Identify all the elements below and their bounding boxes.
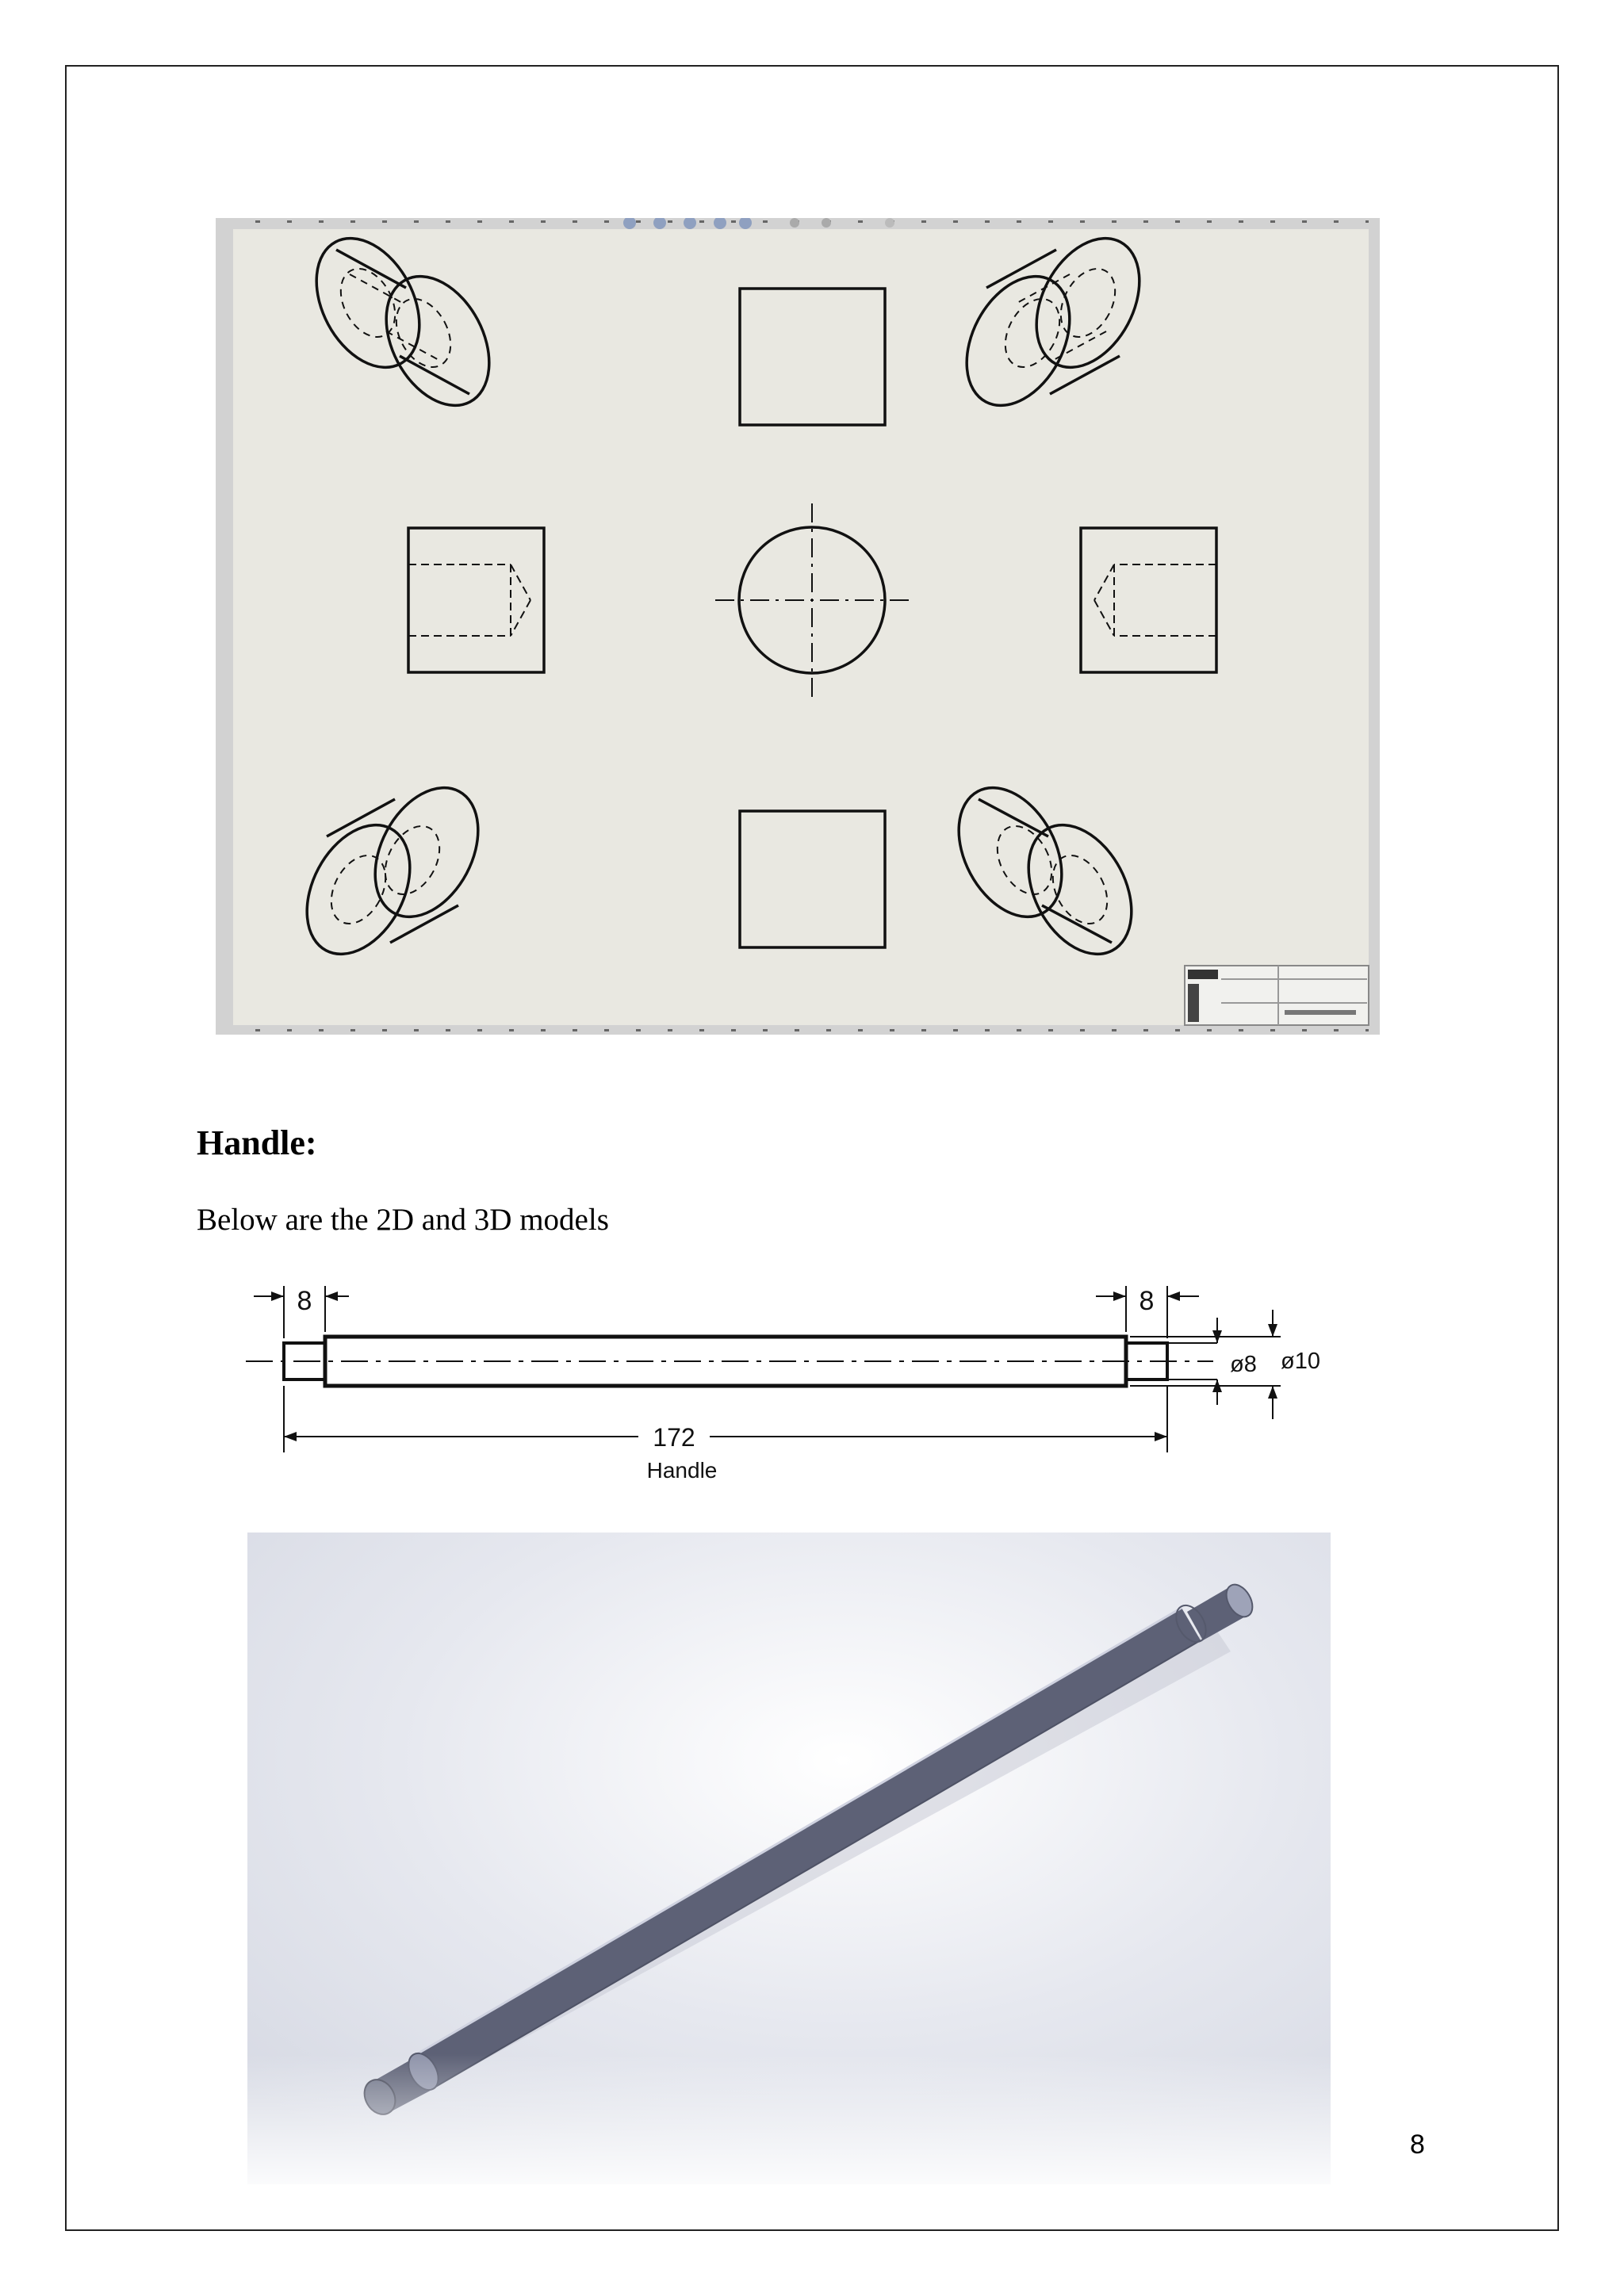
dim-left-step: 8 <box>297 1286 312 1316</box>
dim-overall-length: 172 <box>653 1423 695 1452</box>
drawing-caption: Handle <box>646 1458 718 1483</box>
section-heading: Handle: <box>197 1123 317 1162</box>
dim-right-step: 8 <box>1139 1286 1155 1316</box>
dim-large-diameter: ø10 <box>1281 1349 1320 1374</box>
sheet-paper <box>233 229 1369 1025</box>
dim-small-diameter: ø8 <box>1230 1352 1257 1377</box>
handle-3d-render <box>247 1533 1331 2184</box>
handle-2d-drawing <box>230 1269 1324 1490</box>
page-number: 8 <box>1410 2130 1425 2160</box>
intro-text: Below are the 2D and 3D models <box>197 1203 609 1237</box>
projection-drawing-sheet <box>216 218 1380 1035</box>
title-block <box>1185 966 1369 1025</box>
